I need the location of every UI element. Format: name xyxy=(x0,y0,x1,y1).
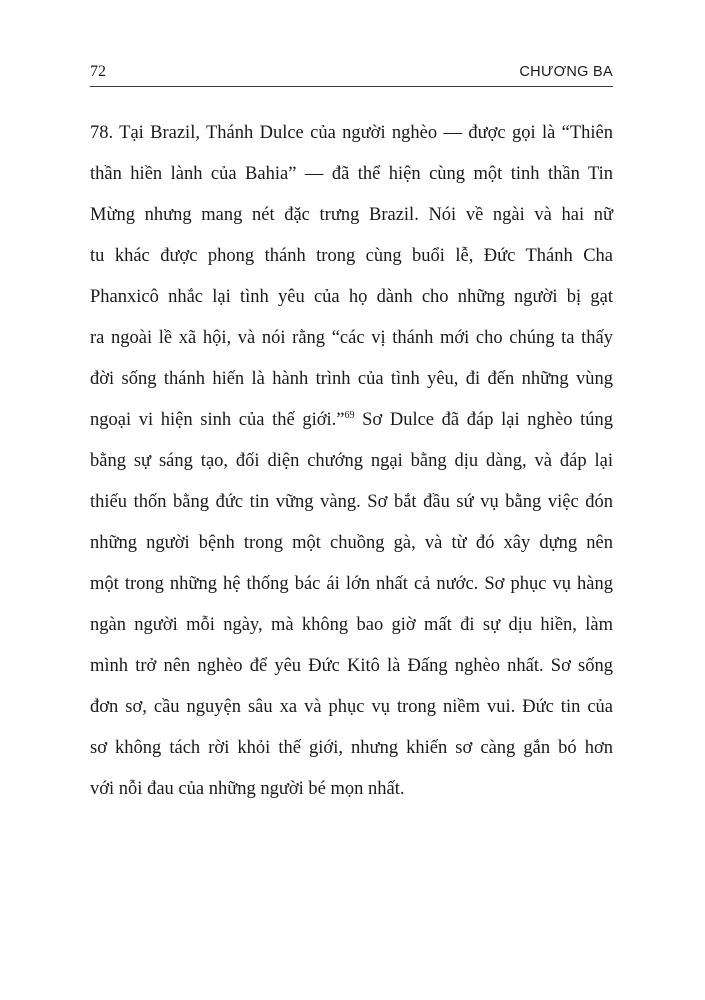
text-line: 78. Tại Brazil, Thánh Dulce của người nghèo — được gọi là “Thiên xyxy=(90,123,613,143)
text-line: một trong những hệ thống bác ái lớn nhất cả nước. Sơ phục vụ hàng xyxy=(90,574,613,594)
text-line: những người bệnh trong một chuồng gà, và từ đó xây dựng nên xyxy=(90,533,613,553)
text-line: đời sống thánh hiến là hành trình của tình yêu, đi đến những vùng xyxy=(90,369,613,389)
text-line: thần hiền lành của Bahia” — đã thể hiện cùng một tinh thần Tin xyxy=(90,164,613,184)
text-line: Mừng nhưng mang nét đặc trưng Brazil. Nói về ngài và hai nữ xyxy=(90,205,613,225)
text-line: bằng sự sáng tạo, đối diện chướng ngại bằng dịu dàng, và đáp lại xyxy=(90,451,613,471)
text-line-last: với nỗi đau của những người bé mọn nhất. xyxy=(90,779,405,799)
text-line: mình trở nên nghèo để yêu Đức Kitô là Đấng nghèo nhất. Sơ sống xyxy=(90,656,613,676)
text-line-with-footnote xyxy=(90,407,613,448)
text-line: đơn sơ, cầu nguyện sâu xa và phục vụ trong niềm vui. Đức tin của xyxy=(90,697,613,717)
continuation-text: Sơ Dulce đã đáp lại nghèo túng xyxy=(354,410,614,430)
running-header xyxy=(90,62,613,87)
text-line: Phanxicô nhắc lại tình yêu của họ dành cho những người bị gạt xyxy=(90,287,613,307)
paragraph-78 xyxy=(90,120,613,817)
footnote-reference[interactable]: 69 xyxy=(344,410,355,421)
text-line: ra ngoài lề xã hội, và nói rằng “các vị thánh mới cho chúng ta thấy xyxy=(90,328,613,348)
text-line: thiếu thốn bằng đức tin vững vàng. Sơ bắt đầu sứ vụ bằng việc đón xyxy=(90,492,613,512)
page-number: 72 xyxy=(90,63,106,80)
text-line: sơ không tách rời khỏi thế giới, nhưng khiến sơ càng gắn bó hơn xyxy=(90,738,613,758)
text-line: ngàn người mỗi ngày, mà không bao giờ mất đi sự dịu hiền, làm xyxy=(90,615,613,635)
chapter-title: CHƯƠNG BA xyxy=(519,64,613,80)
text-line: tu khác được phong thánh trong cùng buổi lễ, Đức Thánh Cha xyxy=(90,246,613,266)
quote-end-text: ngoại vi hiện sinh của thế giới.” xyxy=(90,410,345,430)
